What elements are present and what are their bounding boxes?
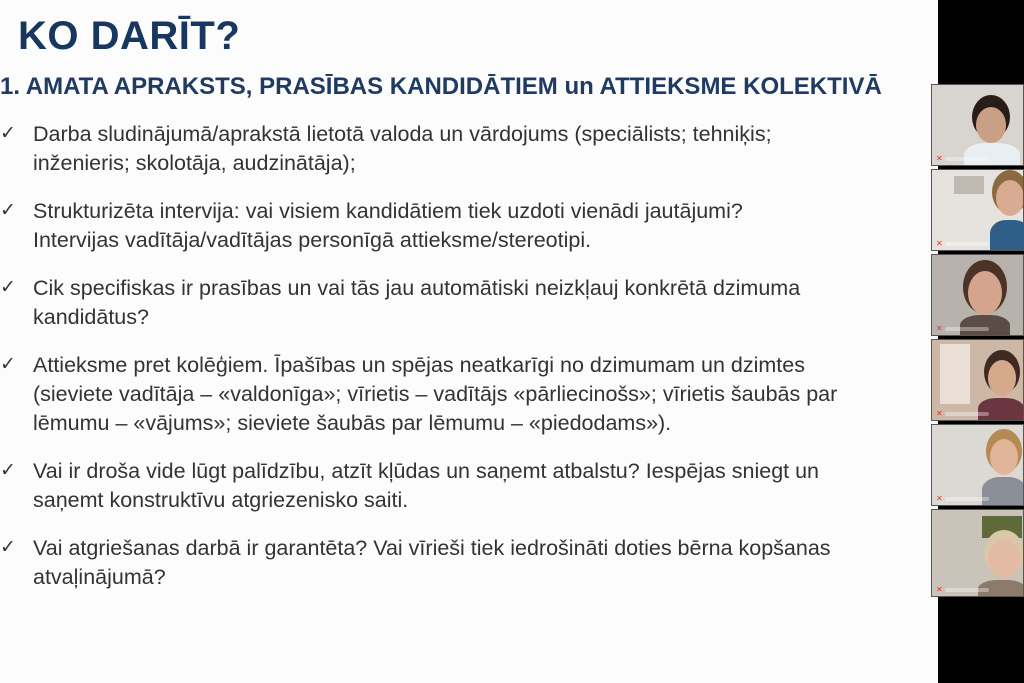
bullet-list [0,120,930,611]
bullet-text-line: lēmumu – «vājums»; sieviete šaubās par lēmumu – «piedodams»). [33,411,672,435]
checkmark-icon: ✓ [0,122,16,144]
bullet-text-line: Attieksme pret kolēģiem. Īpašības un spējas neatkarīgi no dzimumam un dzimtes [33,353,805,377]
bullet-text-line: Cik specifiskas ir prasības un vai tās jau automātiski neizkļauj konkrētā dzimuma [33,276,801,300]
slide-subtitle: 1. AMATA APRAKSTS, PRASĪBAS KANDIDĀTIEM un ATTIEKSME KOLEKTIVĀ [0,73,882,100]
bullet-text-line: Vai atgriešanas darbā ir garantēta? Vai vīrieši tiek iedrošināti doties bērna kopšanas [33,536,831,560]
participant-face [988,360,1016,396]
participant-name-label [945,412,989,416]
participant-body [978,398,1024,421]
participant-video-tile[interactable] [931,339,1024,421]
participant-body [990,220,1024,251]
bullet-item [0,457,930,515]
participant-name-label [945,497,989,501]
mic-muted-icon[interactable]: ✕ [936,494,943,503]
bullet-item [0,534,930,592]
participant-face [990,439,1018,475]
slide-title: KO DARĪT? [18,14,241,58]
bullet-text-line: Darba sludinājumā/aprakstā lietotā valoda un vārdojums (speciālists; tehniķis; [33,122,772,146]
participant-name-label [945,327,989,331]
wall-decor [954,176,984,194]
bullet-text-line: (sieviete vadītāja – «valdonīga»; vīrietis – vadītājs «pārliecinošs»; vīrietis šaubās par [33,382,838,406]
participant-body [964,143,1020,166]
mic-muted-icon[interactable]: ✕ [936,154,943,163]
participant-name-label [945,588,989,592]
participant-face [988,540,1020,578]
participant-video-tile[interactable] [931,509,1024,597]
checkmark-icon: ✓ [0,276,16,298]
participant-body [960,315,1010,336]
participant-face [976,107,1006,143]
window-curtain [940,344,970,404]
participant-face [968,271,1002,315]
bullet-item [0,120,930,178]
participant-body [982,477,1024,506]
mic-muted-icon[interactable]: ✕ [936,239,943,248]
bullet-text-line: inženieris; skolotāja, audzinātāja); [33,151,356,175]
mic-muted-icon[interactable]: ✕ [936,585,943,594]
checkmark-icon: ✓ [0,199,16,221]
bullet-item [0,351,930,438]
bullet-text-line: atvaļinājumā? [33,565,166,589]
participant-video-tile[interactable] [931,169,1024,251]
checkmark-icon: ✓ [0,353,16,375]
participant-video-tile[interactable] [931,424,1024,506]
participant-name-label [945,157,989,161]
participant-video-tile[interactable] [931,84,1024,166]
bullet-item [0,274,930,332]
mic-muted-icon[interactable]: ✕ [936,324,943,333]
bullet-item [0,197,930,255]
participant-face [996,180,1024,216]
bullet-text-line: Intervijas vadītāja/vadītājas personīgā attieksme/stereotipi. [33,228,592,252]
checkmark-icon: ✓ [0,536,16,558]
participant-video-tile[interactable] [931,254,1024,336]
bullet-text-line: kandidātus? [33,305,149,329]
mic-muted-icon[interactable]: ✕ [936,409,943,418]
wall-picture [982,516,1022,538]
bullet-text-line: Strukturizēta intervija: vai visiem kandidātiem tiek uzdoti vienādi jautājumi? [33,199,743,223]
bullet-text-line: saņemt konstruktīvu atgriezenisko saiti. [33,488,409,512]
bullet-text-line: Vai ir droša vide lūgt palīdzību, atzīt kļūdas un saņemt atbalstu? Iespējas sniegt un [33,459,820,483]
participant-name-label [945,242,989,246]
checkmark-icon: ✓ [0,459,16,481]
